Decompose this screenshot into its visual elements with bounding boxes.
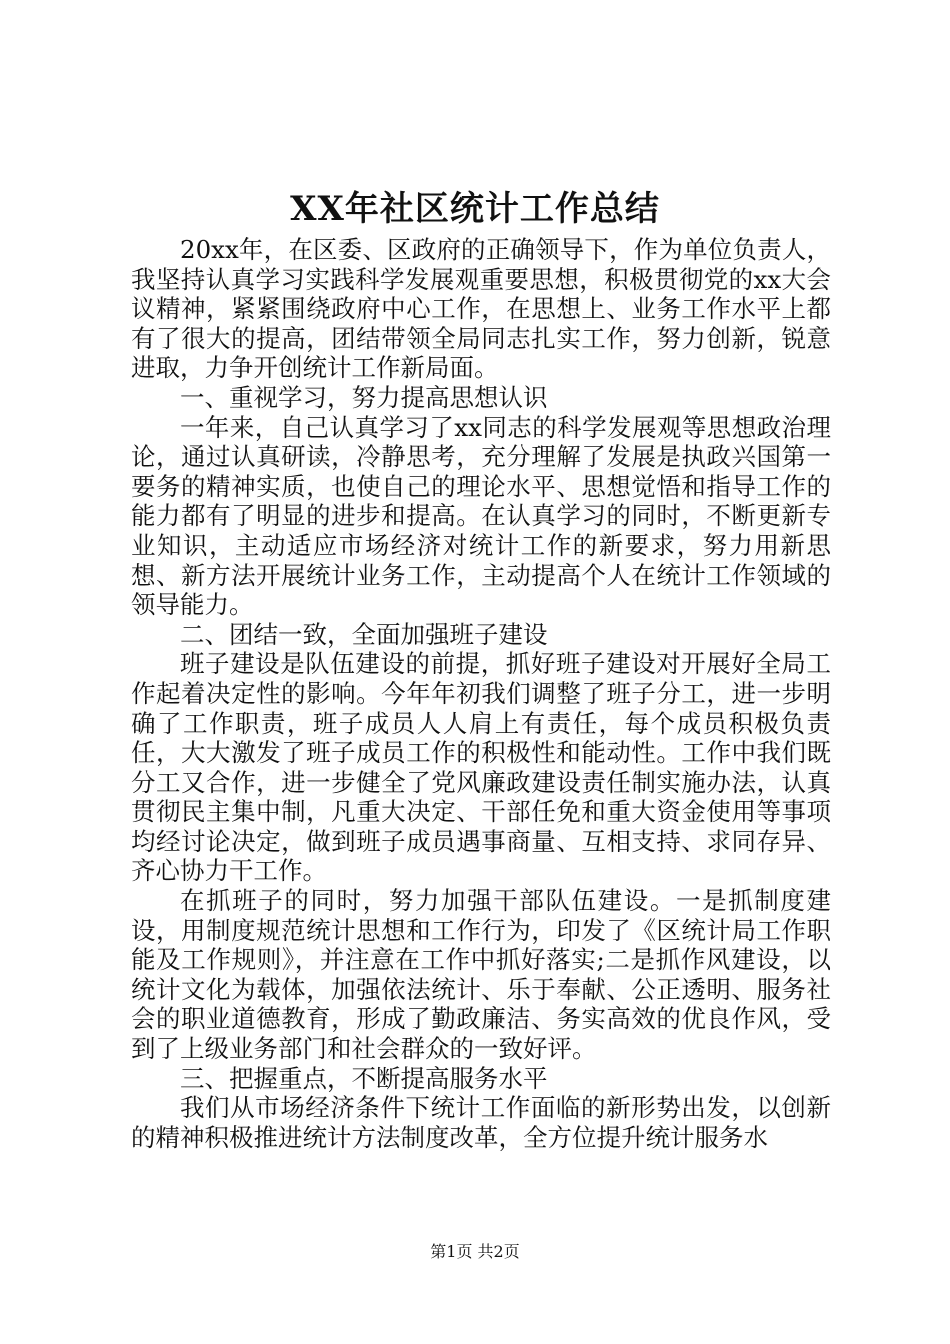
section-2-paragraph-2: 在抓班子的同时，努力加强干部队伍建设。一是抓制度建设，用制度规范统计思想和工作行为，印发了《区统计局工作职能及工作规则》，并注意在工作中抓好落实;二是抓作风建设，以统计文化为载体，加强依法统计、乐于奉献、公正透明、服务社会的职业道德教育，形成了勤政廉洁、务实高效的优良作风，受到了上级业务部门和社会群众的一致好评。 [131, 886, 831, 1064]
document-body [131, 235, 831, 1152]
section-heading-1: 一、重视学习，努力提高思想认识 [180, 382, 548, 412]
document-title: XX年社区统计工作总结 [290, 189, 660, 229]
intro-paragraph: 20xx年，在区委、区政府的正确领导下，作为单位负责人，我坚持认真学习实践科学发展观重要思想，积极贯彻党的xx大会议精神，紧紧围绕政府中心工作，在思想上、业务工作水平上都有了很大的提高，团结带领全局同志扎实工作，努力创新，锐意进取，力争开创统计工作新局面。 [131, 235, 831, 383]
section-2-paragraph-1: 班子建设是队伍建设的前提，抓好班子建设对开展好全局工作起着决定性的影响。今年年初我们调整了班子分工，进一步明确了工作职责，班子成员人人肩上有责任，每个成员积极负责任，大大激发了班子成员工作的积极性和能动性。工作中我们既分工又合作，进一步健全了党风廉政建设责任制实施办法，认真贯彻民主集中制，凡重大决定、干部任免和重大资金使用等事项均经讨论决定，做到班子成员遇事商量、互相支持、求同存异、齐心协力干工作。 [131, 649, 831, 886]
section-3-paragraph: 我们从市场经济条件下统计工作面临的新形势出发，以创新的精神积极推进统计方法制度改革，全方位提升统计服务水 [131, 1093, 831, 1152]
section-heading-2: 二、团结一致，全面加强班子建设 [180, 619, 548, 649]
section-1-paragraph: 一年来，自己认真学习了xx同志的科学发展观等思想政治理论，通过认真研读，冷静思考，充分理解了发展是执政兴国第一要务的精神实质，也使自己的理论水平、思想觉悟和指导工作的能力都有了明显的进步和提高。在认真学习的同时，不断更新专业知识，主动适应市场经济对统计工作的新要求，努力用新思想、新方法开展统计业务工作，主动提高个人在统计工作领域的领导能力。 [131, 412, 831, 620]
page-number-footer: 第1页 共2页 [430, 1242, 520, 1261]
section-heading-3: 三、把握重点，不断提高服务水平 [180, 1063, 548, 1093]
